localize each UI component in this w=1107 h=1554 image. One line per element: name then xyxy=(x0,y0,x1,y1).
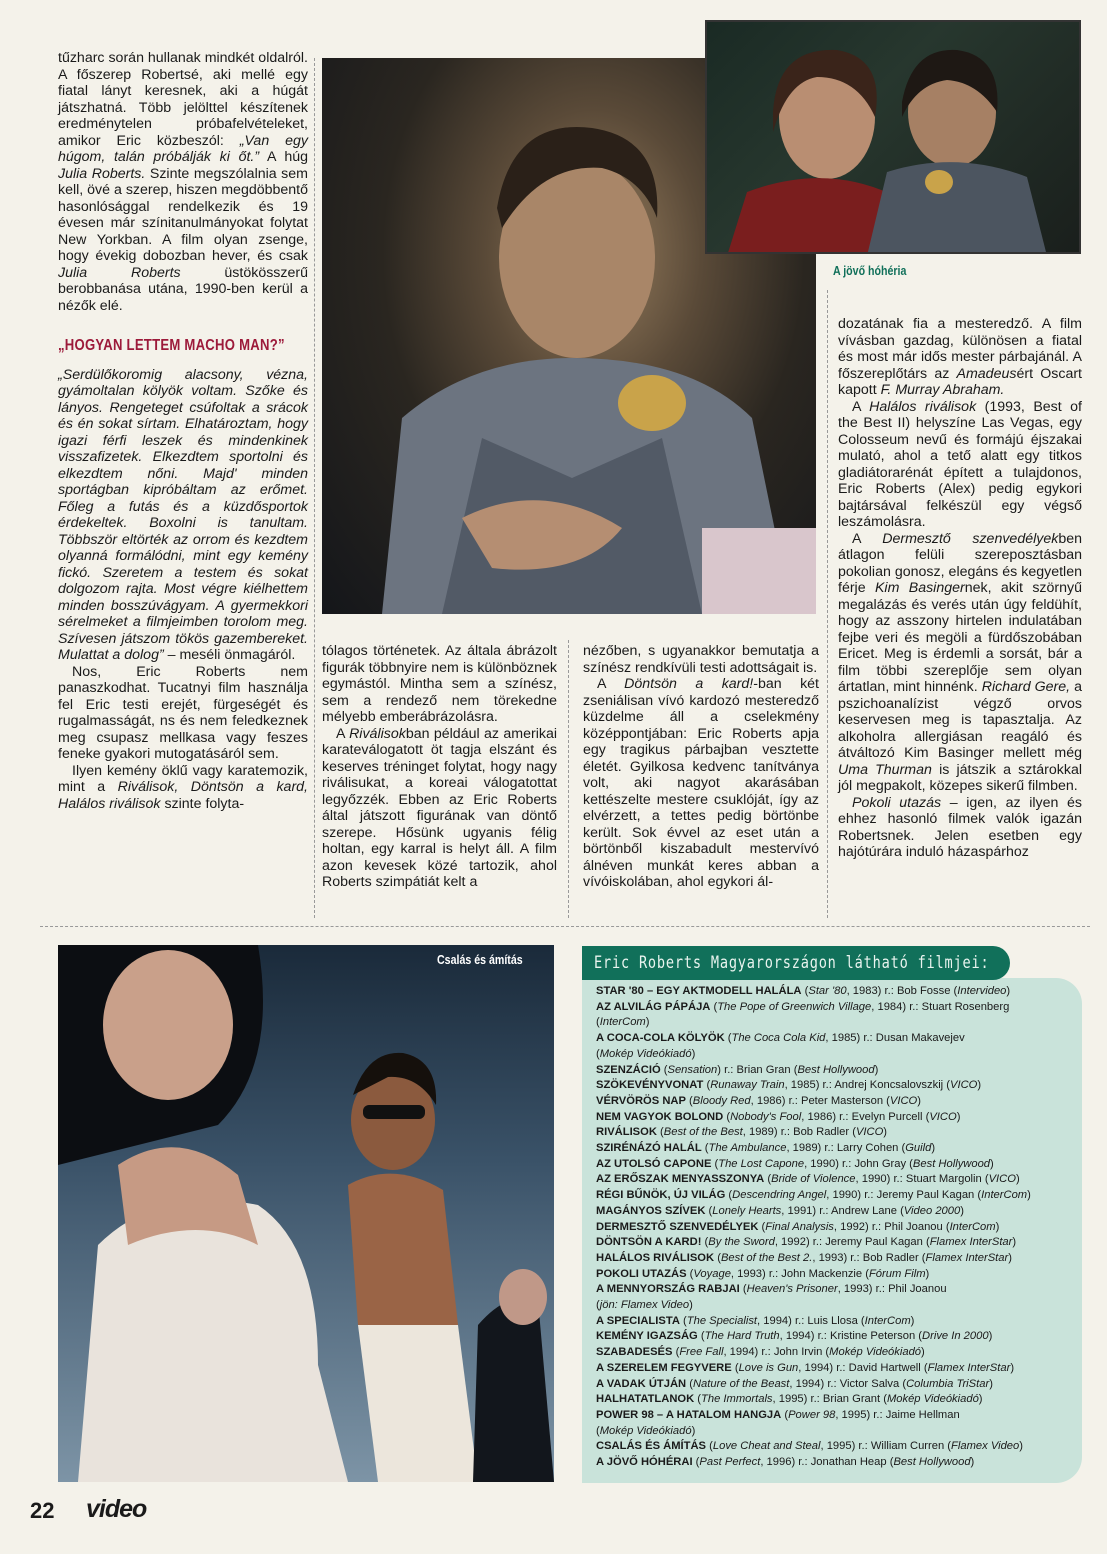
col4-paragraph-3: A Dermesztő szenvedélyekben átlagon felüli szereposztásban pokolian gonosz, elegáns és kegyetlen férje Kim Basingernek, akit szörnyű megalázás és verés után úgy feldühít, hogy az asszony hirtelen indulatában fejbe veri és megöli a fürdőszobában Ericet. Meg is érdemli a sorsát, bár a film többi szereplője sem olyan ártatlan, mint hinnénk. Richard Gere, a pszichoanalízist végző orvos keservesen meg is tapasztalja. Az alkoholra allergiásan reagáló és átváltozó Kim Basinger mellett még Uma Thurman is játszik a sztárokkal jól megpakolt, közepes sikerű filmben. xyxy=(838,530,1083,794)
filmography-item: KEMÉNY IGAZSÁG (The Hard Truth, 1994) r.: Kristine Peterson (Drive In 2000) xyxy=(596,1330,993,1343)
filmography-item: HALHATATLANOK (The Immortals, 1995) r.: Brian Grant (Mokép Videókiadó) xyxy=(596,1393,983,1406)
filmography-item: RÉGI BŰNÖK, ÚJ VILÁG (Descendring Angel, 1990) r.: Jeremy Paul Kagan (InterCom) xyxy=(596,1189,1031,1202)
filmography-item: VÉRVÖRÖS NAP (Bloody Red, 1986) r.: Peter Masterson (VICO) xyxy=(596,1094,921,1107)
column-4 xyxy=(838,316,1082,861)
magazine-logo: video xyxy=(86,1495,147,1523)
page-number: 22 xyxy=(30,1498,55,1523)
column-divider-3 xyxy=(827,290,828,918)
filmography-item: A JÖVŐ HÓHÉRAI (Past Perfect, 1996) r.: Jonathan Heap (Best Hollywood) xyxy=(596,1456,975,1469)
caption-bottom-left: Csalás és ámítás xyxy=(437,953,523,967)
col1-top-paragraph: tűzharc során hullanak mindkét oldalról. A főszerep Robertsé, aki mellé egy fiatal lányt keresnek, aki a húgát játszhatná. Több jelölttel készítenek eredménytelen próbafelvételeket, amikor Eric közbeszól: „Van egy húgom, talán próbálják ki őt.” A húg Julia Roberts. Szinte megszólalnia sem kell, övé a szerep, hiszen megdöbbentő hasonlósággal rendelkezik és 19 évesen már színitanulmányokat folytat New Yorkban. A film olyan zsenge, hogy évekig dobozban hever, és csak Julia Roberts üstökösszerű berobbanása utána, 1990-ben kerül a nézők elé. xyxy=(58,50,309,314)
photo-top-right xyxy=(705,20,1081,254)
filmography-item: SZÖKEVÉNYVONAT (Runaway Train, 1985) r.: Andrej Koncsalovszkij (VICO) xyxy=(596,1079,982,1092)
filmography-item: A MENNYORSZÁG RABJAI (Heaven's Prisoner, 1993) r.: Phil Joanou xyxy=(596,1283,947,1296)
filmography-item: DERMESZTŐ SZENVEDÉLYEK (Final Analysis, 1992) r.: Phil Joanou (InterCom) xyxy=(596,1220,1000,1233)
caption-top-right: A jövő hóhéria xyxy=(833,264,907,278)
col4-paragraph-4: Pokoli utazás – igen, az ilyen és ehhez hasonló filmek valók igazán Robertsnek. Jelen esetben egy hajótúrára induló házaspárhoz xyxy=(838,794,1083,860)
col2-paragraph-2: A Riválisokban például az amerikai karateválogatott öt tagja elszánt és keserves tréninget folytat, hogy nagy riválisukat, a koreai válogatottat legyőzzék. Ebben az Eric Roberts által játszott figurának van döntő szerepe. Hősünk ugyanis félig holtan, egy karral is helyt áll. A film azon kevesek közé tartozik, ahol Roberts szimpátiát kelt a xyxy=(322,725,557,890)
filmography-item: POWER 98 – A HATALOM HANGJA (Power 98, 1995) r.: Jaime Hellman xyxy=(596,1408,960,1421)
filmography-item: A VADAK ÚTJÁN (Nature of the Beast, 1994) r.: Victor Salva (Columbia TriStar) xyxy=(596,1377,993,1390)
section-heading: „HOGYAN LETTEM MACHO MAN?” xyxy=(58,337,285,354)
filmography-title: Eric Roberts Magyarországon látható filmjei: xyxy=(582,946,1010,980)
column-2 xyxy=(322,643,557,891)
column-divider-1 xyxy=(314,58,315,918)
col1-paragraph-3: Ilyen kemény öklű vagy karatemozik, mint a Riválisok, Döntsön a kard, Halálos riválisok szinte folyta- xyxy=(58,762,308,812)
filmography-item: A SZERELEM FEGYVERE (Love is Gun, 1994) r.: David Hartwell (Flamex InterStar) xyxy=(596,1361,1015,1374)
col3-paragraph-2: A Döntsön a kard!-ban két zseniálisan vívó kardozó mesteredző küzdelme áll a cselekmény középpontjában: Eric Roberts apja egy tragikus párbajban vesztette életét. Gyilkosa kedvenc tanítványa volt, aki nagyot akarásában kettészelte mestere csuklóját, így az elvérzett, a tettes pedig börtönbe került. Sok évvel az eset után a börtönből kiszabadult mestervívó álnéven munkát keres abban a vívóiskolában, ahol egykori ál- xyxy=(583,676,819,890)
col2-paragraph-1: tólagos történetek. Az általa ábrázolt figurák többnyire nem is különböznek egymástól. Mintha sem a színész, sem a rendező nem törekedne mélyebb emberábrázolásra. xyxy=(322,643,557,725)
photo-illustration xyxy=(58,945,554,1482)
filmography-item: POKOLI UTAZÁS (Voyage, 1993) r.: John Mackenzie (Fórum Film) xyxy=(596,1267,930,1280)
filmography-item: MAGÁNYOS SZÍVEK (Lonely Hearts, 1991) r.: Andrew Lane (Video 2000) xyxy=(596,1204,964,1217)
filmography-item: (Mokép Videókiadó) xyxy=(596,1424,696,1437)
horizontal-divider xyxy=(40,926,1090,927)
col1-paragraph-2: Nos, Eric Roberts nem panaszkodhat. Tucatnyi film használja fel Eric testi erejét, fürgeségét és rugalmasságát, ns és nem feledkeznek meg csupasz mellkasa vagy feszes feneke gyakori mutogatásáról sem. xyxy=(58,663,308,762)
filmography-item: A SPECIALISTA (The Specialist, 1994) r.: Luis Llosa (InterCom) xyxy=(596,1314,915,1327)
filmography-item: SZENZÁCIÓ (Sensation) r.: Brian Gran (Best Hollywood) xyxy=(596,1063,879,1076)
col4-paragraph-1: dozatának fia a mesteredző. A film vívásban gazdag, különösen a fiatal és most már idős mester párbajánál. A főszereplőtárs az Amadeusért Oscart kapott F. Murray Abraham. xyxy=(838,316,1082,398)
filmography-item: AZ UTOLSÓ CAPONE (The Lost Capone, 1990) r.: John Gray (Best Hollywood) xyxy=(596,1157,994,1170)
filmography-item: STAR '80 – EGY AKTMODELL HALÁLA (Star '80, 1983) r.: Bob Fosse (Intervideo) xyxy=(596,985,1011,997)
quote-paragraph: „Serdülőkoromig alacsony, vézna, gyámoltalan kölyök voltam. Szőke és lányos. Rengeteget csúfoltak a srácok és én sokat sírtam. Elhatároztam, hogy igazi férfi leszek és mindenkinek visszafizetek. Elkezdtem sportolni és elkezdtem nőni. Majd' minden sportágban kipróbáltam az erőmet. Főleg a futás és a küzdősportok érdekeltek. Boxolni is tanultam. Többször eltörték az orrom és kezdtem olyanná formálódni, mint egy kemény fickó. Szeretem a testem és sokat dolgozom rajta. Most végre kiélhettem minden bosszúvágyam. A gyermekkori sérelmeket a filmjeimben torolom meg. Szívesen játszom tökös gazembereket. Mulattat a dolog” – meséli önmagáról. xyxy=(58,366,308,663)
column-divider-2 xyxy=(568,640,569,918)
filmography-item: CSALÁS ÉS ÁMÍTÁS (Love Cheat and Steal, 1995) r.: William Curren (Flamex Video) xyxy=(596,1440,1023,1453)
filmography-list xyxy=(596,984,1072,1471)
filmography-item: (Mokép Videókiadó) xyxy=(596,1047,696,1060)
column-1 xyxy=(58,50,308,812)
filmography-item: AZ ERŐSZAK MENYASSZONYA (Bride of Violence, 1990) r.: Stuart Margolin (VICO) xyxy=(596,1173,1020,1186)
filmography-item: RIVÁLISOK (Best of the Best, 1989) r.: Bob Radler (VICO) xyxy=(596,1126,888,1139)
filmography-item: NEM VAGYOK BOLOND (Nobody's Fool, 1986) r.: Evelyn Purcell (VICO) xyxy=(596,1110,961,1123)
filmography-item: SZIRÉNÁZÓ HALÁL (The Ambulance, 1989) r.: Larry Cohen (Guild) xyxy=(596,1142,936,1155)
filmography-item: DÖNTSÖN A KARD! (By the Sword, 1992) r.: Jeremy Paul Kagan (Flamex InterStar) xyxy=(596,1236,1017,1249)
filmography-item: SZABADESÉS (Free Fall, 1994) r.: John Irvin (Mokép Videókiadó) xyxy=(596,1346,925,1359)
photo-bottom-left xyxy=(58,945,554,1482)
filmography-item: (InterCom) xyxy=(596,1016,650,1029)
filmography-item: (jön: Flamex Video) xyxy=(596,1299,693,1312)
col4-paragraph-2: A Halálos riválisok (1993, Best of the Best II) helyszíne Las Vegas, egy Colosseum nevű és formájú éjszakai mulató, ahol a tető alatt egy titkos gladiátorarénát épített a tulajdonos, Eric Roberts (Alex) pedig egykori bajtársával felkészül egy végső leszámolásra. xyxy=(838,398,1083,530)
filmography-item: AZ ALVILÁG PÁPÁJA (The Pope of Greenwich Village, 1984) r.: Stuart Rosenberg xyxy=(596,1000,1010,1013)
filmography-item: HALÁLOS RIVÁLISOK (Best of the Best 2., 1993) r.: Bob Radler (Flamex InterStar) xyxy=(596,1251,1012,1264)
filmography-item: A COCA-COLA KÖLYÖK (The Coca Cola Kid, 1985) r.: Dusan Makavejev xyxy=(596,1032,965,1045)
col3-paragraph-1: nézőben, s ugyanakkor bemutatja a színész rendkívüli testi adottságait is. xyxy=(583,643,819,676)
photo-illustration xyxy=(707,22,1081,254)
column-3 xyxy=(583,643,819,891)
